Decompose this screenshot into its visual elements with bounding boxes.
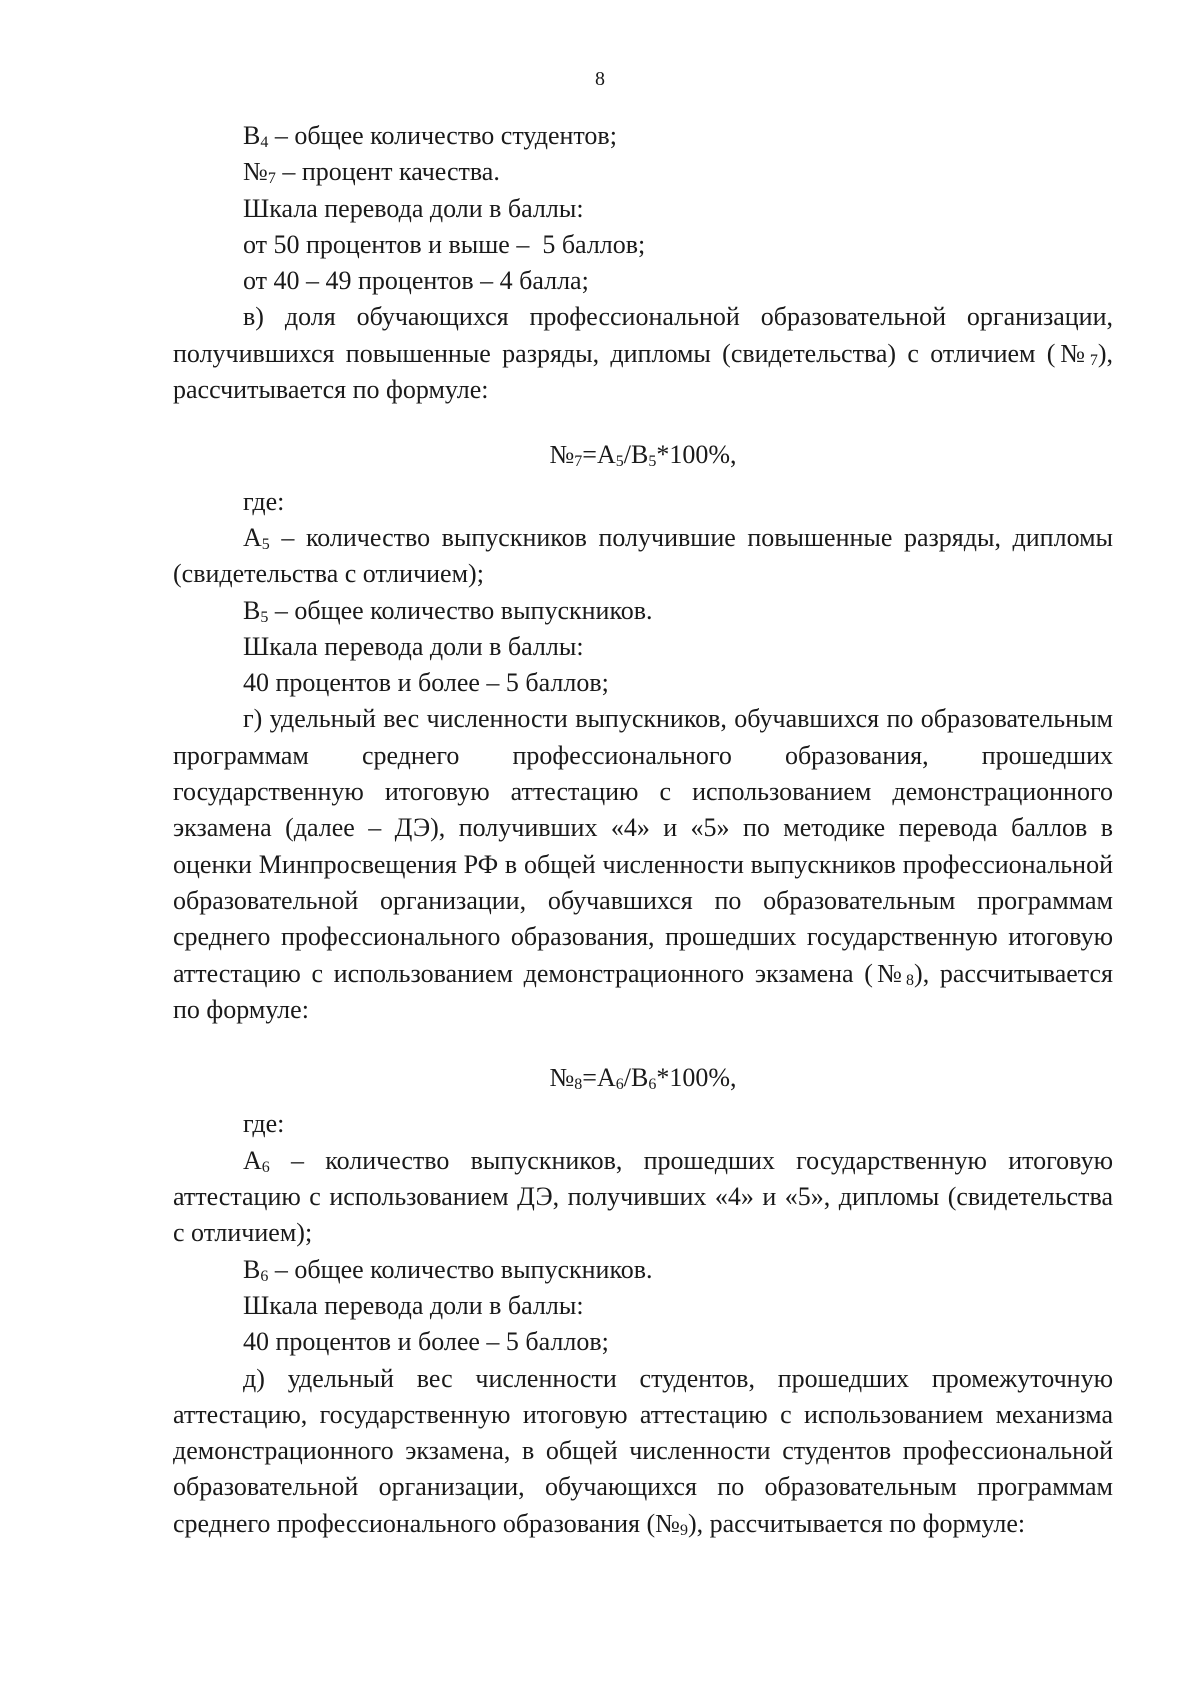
scale-heading: Шкала перевода доли в баллы: [243,193,584,223]
scale-range: от 50 процентов и выше – 5 баллов; [243,229,646,259]
formula-n8: $№_8=А_6/В_6*100\%$, [549,1063,737,1094]
definition-b4: $В_4$ – общее количество студентов; [243,121,617,152]
item-g-paragraph: г) удельный вес численности выпускников, обучавшихся по образовательным программам среднего профессионального образования, прошедших государственную итоговую аттестацию с использованием демонстрационного экзамена (далее – ДЭ), получивших «4» и «5» по методике перевода баллов в оценки Минпросвещения РФ в общей численности выпускников профессиональной образовательной организации, обучавшихся по образовательным программам среднего профессионального образования, прошедших государственную итоговую аттестацию с использованием демонстрационного экзамена $(№_8)$, рассчитывается по формуле: [173,704,1113,1024]
scale-heading: Шкала перевода доли в баллы: [243,1290,584,1320]
scale-heading: Шкала перевода доли в баллы: [243,631,584,661]
scale-range: 40 процентов и более – 5 баллов; [243,668,609,698]
where-label: где: [243,486,285,516]
page-number: 8 [595,68,605,90]
definition-b5: $В_5$ – общее количество выпускников. [243,595,653,626]
definition-a6: $А_6$ – количество выпускников, прошедших государственную итоговую аттестацию с использованием ДЭ, получивших «4» и «5», дипломы (свидетельства с отличием); [173,1145,1113,1248]
item-v-paragraph: в) доля обучающихся профессиональной образовательной организации, получившихся повышенные разряды, дипломы (свидетельства) с отличием $(№_7)$, рассчитывается по формуле: [173,302,1113,405]
where-label: где: [243,1109,285,1139]
scale-range: от 40 – 49 процентов – 4 балла; [243,266,589,296]
definition-a5: $А_5$ – количество выпускников получившие повышенные разряды, дипломы (свидетельства с отличием); [173,522,1113,589]
page-body [173,118,1113,1542]
item-d-paragraph: д) удельный вес численности студентов, прошедших промежуточную аттестацию, государственную итоговую аттестацию с использованием механизма демонстрационного экзамена, в общей численности студентов профессиональной образовательной организации, обучающихся по образовательным программам среднего профессионального образования $(№_9)$, рассчитывается по формуле: [173,1363,1113,1539]
definition-n7: $№_7$ – процент качества. [243,157,500,188]
formula-n7: $№_7=А_5/В_5*100\%$, [549,440,737,471]
definition-b6: $В_6$ – общее количество выпускников. [243,1254,653,1285]
scale-range: 40 процентов и более – 5 баллов; [243,1327,609,1357]
